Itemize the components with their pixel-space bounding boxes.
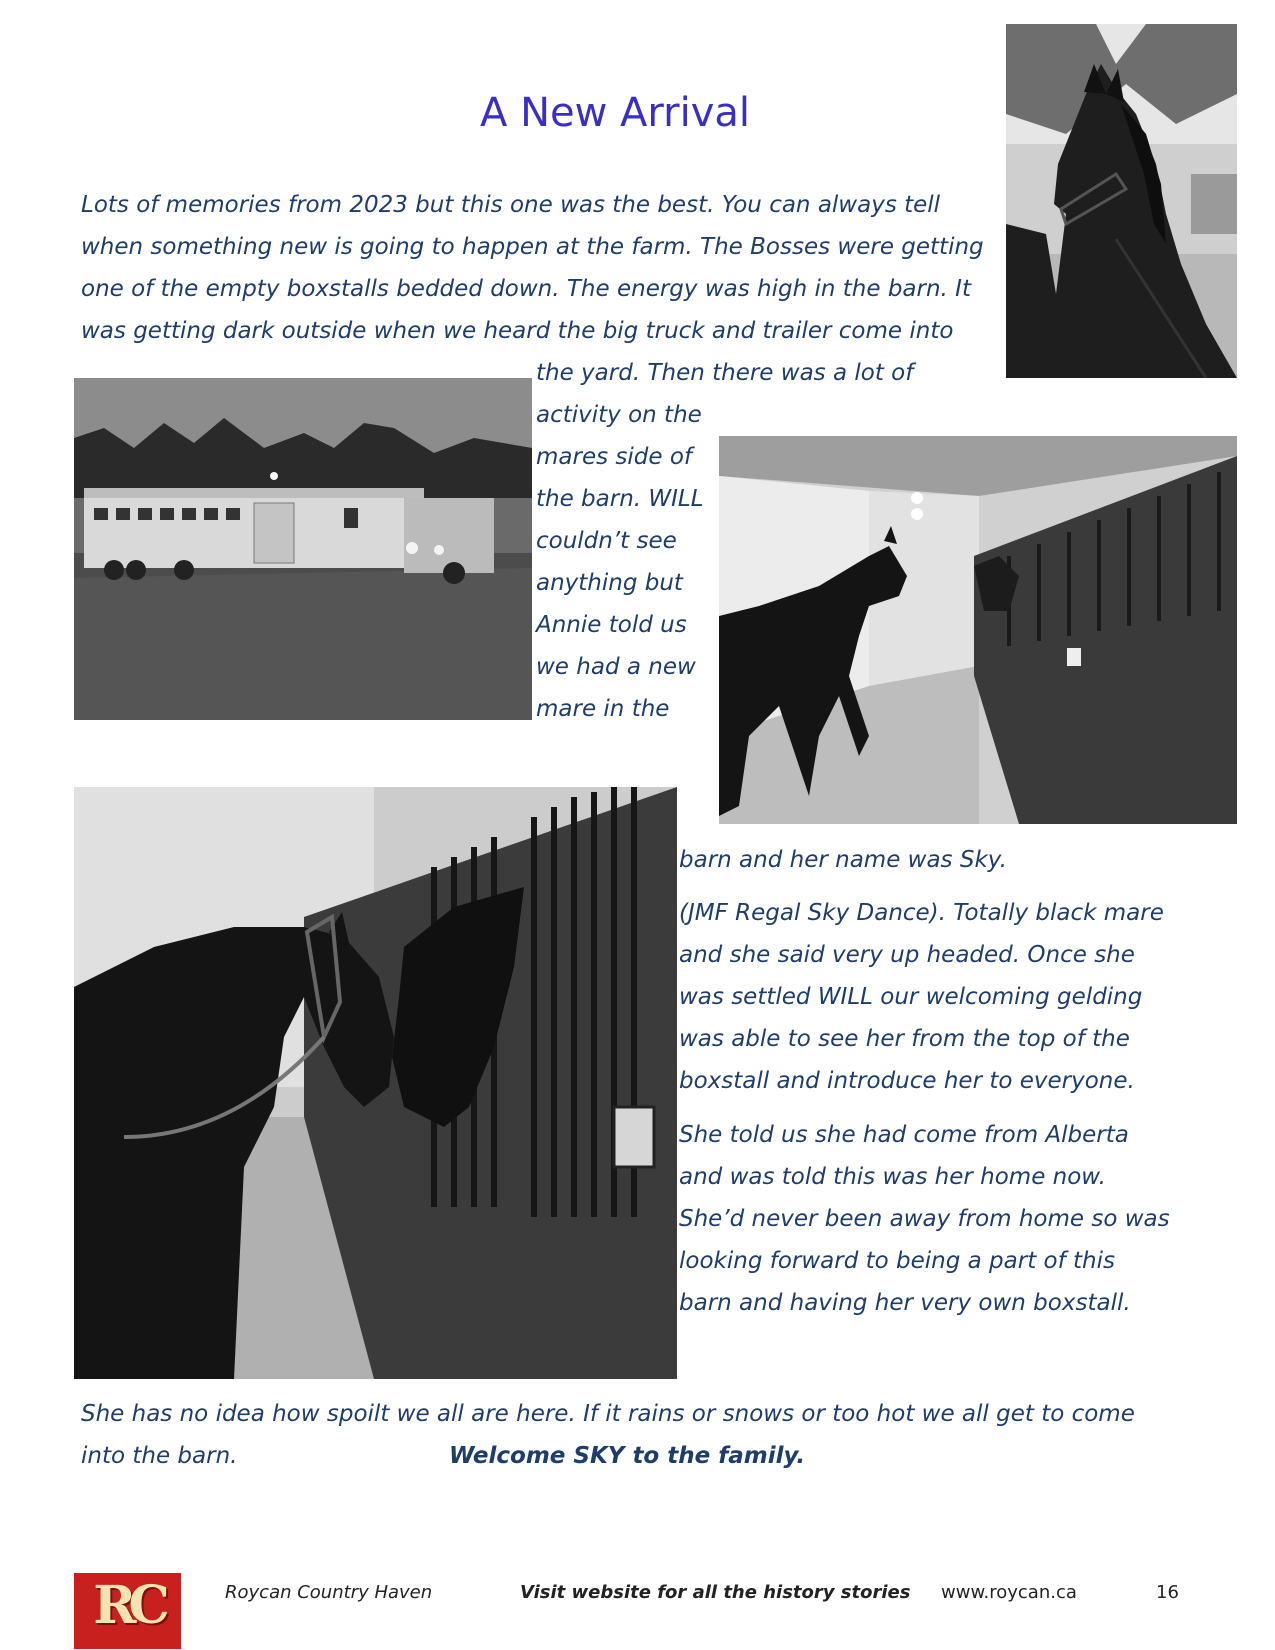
closing-line: She has no idea how spoilt we all are here. If it rains or snows or too hot we all get to come bbox=[81, 1401, 1135, 1427]
intro-line: was getting dark outside when we heard the big truck and trailer come into bbox=[81, 318, 954, 344]
logo-monogram: RC bbox=[93, 1575, 162, 1636]
narrow-line: the yard. Then there was a lot of bbox=[536, 360, 914, 386]
paragraph-line: She told us she had come from Alberta bbox=[679, 1122, 1129, 1148]
intro-line: when something new is going to happen at the farm. The Bosses were getting bbox=[81, 234, 984, 260]
narrow-line: couldn’t see bbox=[536, 528, 677, 554]
paragraph-line: She’d never been away from home so was bbox=[679, 1206, 1170, 1232]
intro-line: one of the empty boxstalls bedded down. The energy was high in the barn. It bbox=[81, 276, 971, 302]
paragraph-line: barn and having her very own boxstall. bbox=[679, 1290, 1131, 1316]
truck-trailer-photo bbox=[74, 378, 532, 720]
roycan-logo bbox=[74, 1573, 181, 1649]
paragraph-line: looking forward to being a part of this bbox=[679, 1248, 1115, 1274]
narrow-line: activity on the bbox=[536, 402, 702, 428]
paragraph-line: and she said very up headed. Once she bbox=[679, 942, 1135, 968]
paragraph-line: and was told this was her home now. bbox=[679, 1164, 1106, 1190]
paragraph-line: boxstall and introduce her to everyone. bbox=[679, 1068, 1135, 1094]
footer-url-link[interactable]: www.roycan.ca bbox=[941, 1582, 1077, 1603]
narrow-line: Annie told us bbox=[536, 612, 687, 638]
barn-aisle-photo bbox=[719, 436, 1237, 824]
footer-brand: Roycan Country Haven bbox=[225, 1582, 433, 1603]
page-title: A New Arrival bbox=[480, 90, 750, 136]
closing-line: into the barn. bbox=[81, 1443, 238, 1469]
narrow-line: anything but bbox=[536, 570, 683, 596]
name-line: barn and her name was Sky. bbox=[679, 847, 1007, 873]
welcome-line: Welcome SKY to the family. bbox=[449, 1443, 806, 1469]
narrow-line: the barn. WILL bbox=[536, 486, 704, 512]
paragraph-line: was able to see her from the top of the bbox=[679, 1026, 1130, 1052]
paragraph-line: was settled WILL our welcoming gelding bbox=[679, 984, 1143, 1010]
page-number: 16 bbox=[1156, 1582, 1179, 1603]
paragraph-line: (JMF Regal Sky Dance). Totally black mare bbox=[679, 900, 1164, 926]
two-horses-photo bbox=[74, 787, 677, 1379]
footer-cta: Visit website for all the history stories bbox=[520, 1582, 911, 1603]
narrow-line: mare in the bbox=[536, 696, 670, 722]
narrow-line: mares side of bbox=[536, 444, 693, 470]
horse-portrait-photo bbox=[1006, 24, 1237, 378]
narrow-line: we had a new bbox=[536, 654, 696, 680]
intro-line: Lots of memories from 2023 but this one was the best. You can always tell bbox=[81, 192, 941, 218]
